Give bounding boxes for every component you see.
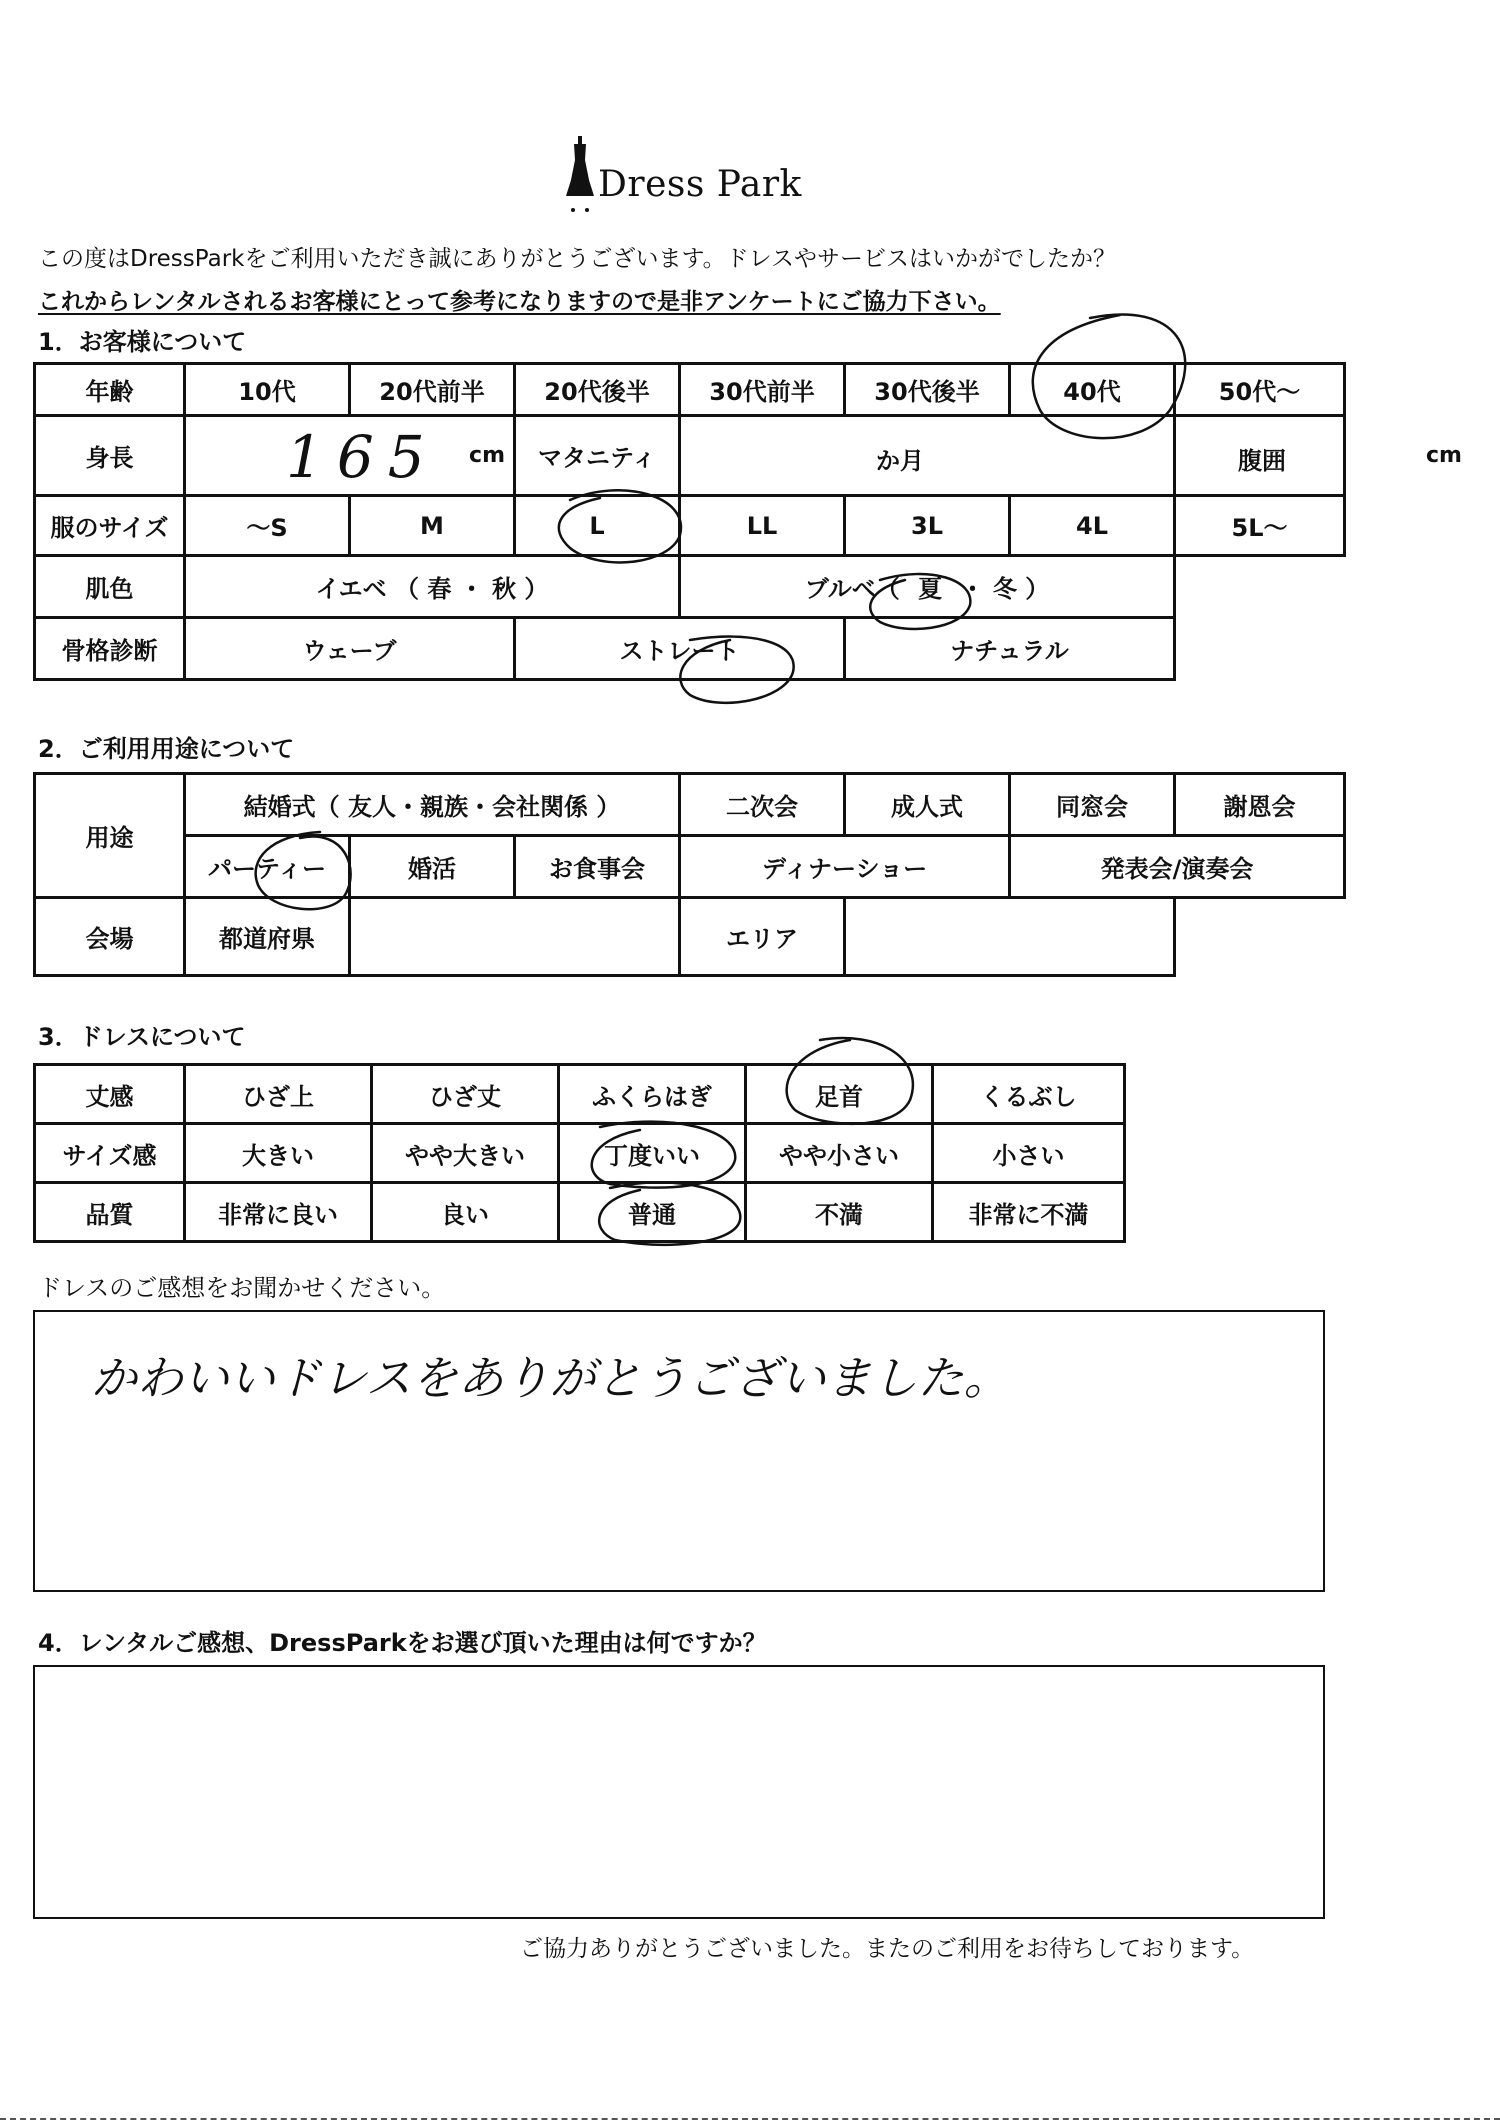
size-option[interactable]: 5L～ <box>1175 496 1345 556</box>
size-option[interactable]: ～S <box>185 496 350 556</box>
frame-option-selected[interactable]: ストレート <box>515 618 845 680</box>
usage-row-1 <box>35 774 1345 836</box>
age-option[interactable]: 30代前半 <box>680 364 845 416</box>
venue-label: 会場 <box>35 898 185 976</box>
height-label: 身長 <box>35 416 185 496</box>
frame-option[interactable]: ナチュラル <box>845 618 1175 680</box>
quality-option[interactable]: 非常に良い <box>185 1183 372 1242</box>
skin-yellow-base[interactable]: イエベ （ 春 ・ 秋 ） <box>185 556 680 618</box>
skin-label: 肌色 <box>35 556 185 618</box>
area-label: エリア <box>680 898 845 976</box>
quality-option-selected[interactable]: 普通 <box>559 1183 746 1242</box>
age-option[interactable]: 50代～ <box>1175 364 1345 416</box>
size-option[interactable]: 3L <box>845 496 1010 556</box>
usage-option[interactable]: 二次会 <box>680 774 845 836</box>
usage-option[interactable]: 謝恩会 <box>1175 774 1345 836</box>
usage-option-selected[interactable]: パーティー <box>185 836 350 898</box>
prefecture-field[interactable] <box>350 898 680 976</box>
dresspark-logo <box>560 130 800 220</box>
usage-option[interactable]: 婚活 <box>350 836 515 898</box>
frame-option[interactable]: ウェーブ <box>185 618 515 680</box>
age-option[interactable]: 10代 <box>185 364 350 416</box>
size-option[interactable]: M <box>350 496 515 556</box>
usage-row-2 <box>35 836 1345 898</box>
age-option[interactable]: 20代前半 <box>350 364 515 416</box>
closing-message: ご協力ありがとうございました。またのご利用をお待ちしております。 <box>520 1936 1255 1962</box>
size-option-selected[interactable]: L <box>515 496 680 556</box>
waist-label: 腹囲 <box>1238 447 1286 475</box>
height-unit: cm <box>469 443 505 468</box>
height-field[interactable] <box>185 416 515 496</box>
dress-icon <box>560 130 600 220</box>
size-option[interactable]: 4L <box>1010 496 1175 556</box>
usage-wedding[interactable]: 結婚式（ 友人・親族・会社関係 ） <box>185 774 680 836</box>
usage-table <box>33 772 1346 977</box>
months-unit: か月 <box>876 447 924 475</box>
fit-option[interactable]: やや大きい <box>372 1124 559 1183</box>
intro-line-1: この度はDressParkをご利用いただき誠にありがとうございます。ドレスやサービスはいかがでしたか？ <box>38 246 1116 272</box>
intro-line-2: これからレンタルされるお客様にとって参考になりますので是非アンケートにご協力下さい。 <box>38 289 1001 315</box>
fit-row <box>35 1124 1125 1183</box>
scan-edge-line <box>0 2118 1500 2120</box>
usage-option[interactable]: お食事会 <box>515 836 680 898</box>
area-field[interactable] <box>845 898 1175 976</box>
fit-label: サイズ感 <box>35 1124 185 1183</box>
feedback-textarea[interactable] <box>33 1310 1325 1592</box>
age-label: 年齢 <box>35 364 185 416</box>
age-row <box>35 364 1345 416</box>
waist-unit: cm <box>1426 443 1462 468</box>
quality-label: 品質 <box>35 1183 185 1242</box>
customer-info-table <box>33 362 1462 681</box>
usage-label: 用途 <box>35 774 185 898</box>
section3-title: 3．ドレスについて <box>38 1023 246 1051</box>
waist-field[interactable] <box>1175 416 1462 496</box>
logo-text: Dress Park <box>598 164 802 205</box>
skin-blue-suffix: ・ 冬 ） <box>960 575 1050 603</box>
usage-option[interactable]: 成人式 <box>845 774 1010 836</box>
length-label: 丈感 <box>35 1065 185 1124</box>
fit-option-selected[interactable]: 丁度いい <box>559 1124 746 1183</box>
skin-summer-selected[interactable]: 夏 <box>918 575 943 603</box>
fit-option[interactable]: やや小さい <box>746 1124 933 1183</box>
size-label: 服のサイズ <box>35 496 185 556</box>
length-option[interactable]: ふくらはぎ <box>559 1065 746 1124</box>
section4-title: 4．レンタルご感想、DressParkをお選び頂いた理由は何ですか？ <box>38 1629 767 1657</box>
quality-option[interactable]: 良い <box>372 1183 559 1242</box>
age-option[interactable]: 20代後半 <box>515 364 680 416</box>
length-option[interactable]: くるぶし <box>933 1065 1125 1124</box>
quality-option[interactable]: 不満 <box>746 1183 933 1242</box>
size-row <box>35 496 1345 556</box>
frame-row <box>35 618 1345 680</box>
feedback-answer: かわいいドレスをありがとうございました。 <box>91 1351 1010 1405</box>
usage-option[interactable]: 発表会/演奏会 <box>1010 836 1345 898</box>
length-option[interactable]: ひざ丈 <box>372 1065 559 1124</box>
usage-option[interactable]: ディナーショー <box>680 836 1010 898</box>
venue-row <box>35 898 1345 976</box>
fit-option[interactable]: 小さい <box>933 1124 1125 1183</box>
skin-blue-base[interactable] <box>680 556 1175 618</box>
section2-title: 2．ご利用用途について <box>38 735 295 763</box>
length-option-selected[interactable]: 足首 <box>746 1065 933 1124</box>
maternity-months-field[interactable] <box>680 416 1175 496</box>
feedback-prompt: ドレスのご感想をお聞かせください。 <box>38 1274 446 1302</box>
skin-row <box>35 556 1345 618</box>
height-row <box>35 416 1345 496</box>
height-value: 165 <box>286 423 439 491</box>
fit-option[interactable]: 大きい <box>185 1124 372 1183</box>
prefecture-label: 都道府県 <box>185 898 350 976</box>
reason-textarea[interactable] <box>33 1665 1325 1919</box>
length-row <box>35 1065 1125 1124</box>
dress-table <box>33 1063 1126 1243</box>
age-option-selected[interactable]: 40代 <box>1010 364 1175 416</box>
section1-title: 1．お客様について <box>38 328 247 356</box>
size-option[interactable]: LL <box>680 496 845 556</box>
skin-blue-prefix: ブルベ（ <box>804 575 900 603</box>
usage-option[interactable]: 同窓会 <box>1010 774 1175 836</box>
quality-option[interactable]: 非常に不満 <box>933 1183 1125 1242</box>
length-option[interactable]: ひざ上 <box>185 1065 372 1124</box>
maternity-label: マタニティ <box>515 416 680 496</box>
quality-row <box>35 1183 1125 1242</box>
frame-label: 骨格診断 <box>35 618 185 680</box>
age-option[interactable]: 30代後半 <box>845 364 1010 416</box>
